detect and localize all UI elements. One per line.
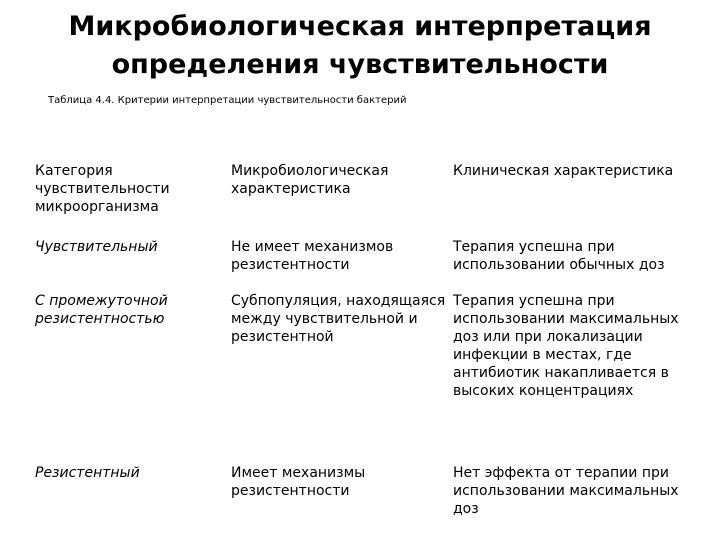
- row-category: С промежуточной резистентностью: [35, 293, 168, 327]
- header-clinical: Клиническая характеристика: [453, 163, 674, 179]
- table-caption: Таблица 4.4. Критерии интерпретации чувствительности бактерий: [48, 95, 407, 106]
- title-line-2: определения чувствительности: [111, 49, 609, 80]
- title-line-1: Микробиологическая интерпретация: [68, 11, 652, 42]
- slide-title: [0, 8, 720, 84]
- row-clinical: Нет эффекта от терапии при использовании максимальных доз: [453, 465, 679, 517]
- header-micro: Микробиологическая характеристика: [231, 163, 389, 197]
- row-micro: Имеет механизмы резистентности: [231, 465, 366, 499]
- row-clinical: Терапия успешна при использовании максимальных доз или при локализации инфекции в местах, где антибиотик накапливается в высоких концентрациях: [453, 293, 679, 399]
- row-micro: Субпопуляция, находящаяся между чувствительной и резистентной: [231, 293, 446, 345]
- row-category: Чувствительный: [35, 239, 158, 255]
- row-category: Резистентный: [35, 465, 140, 481]
- row-clinical: Терапия успешна при использовании обычных доз: [453, 239, 665, 273]
- header-category: Категория чувствительности микроорганизма: [35, 163, 170, 215]
- row-micro: Не имеет механизмов резистентности: [231, 239, 394, 273]
